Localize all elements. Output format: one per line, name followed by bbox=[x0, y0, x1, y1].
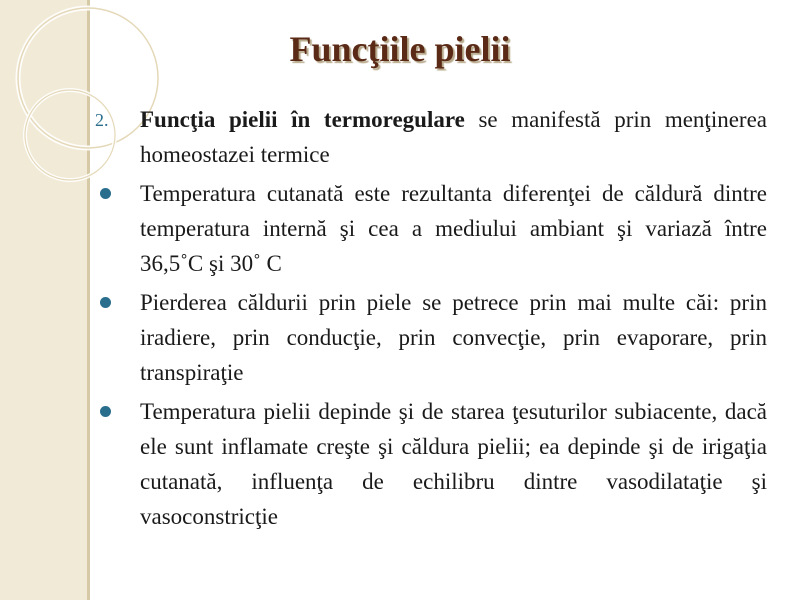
bullet-dot-icon bbox=[100, 188, 111, 199]
list-item-pierderea-caldurii bbox=[95, 285, 767, 390]
item-text: Pierderea căldurii prin piele se petrece prin mai multe căi: prin iradiere, prin conducţie, prin convecţie, prin evaporare, prin transpiraţie bbox=[140, 290, 767, 385]
item-bold-heading: Funcţia pielii în termoregulare bbox=[140, 107, 465, 132]
list-item-termoregulare bbox=[95, 102, 767, 172]
item-text: Temperatura pielii depinde şi de starea ţesuturilor subiacente, dacă ele sunt inflamate creşte şi căldura pielii; ea depinde şi de irigaţia cutanată, influenţa de echilibru dintre vasodilataţie şi vasoconstricţie bbox=[140, 399, 767, 529]
list-item-temperatura-pielii bbox=[95, 394, 767, 534]
item-text: se manifestă prin menţinerea homeostazei termice bbox=[140, 107, 767, 167]
bullet-dot-icon bbox=[100, 406, 111, 417]
list-item-temperatura-cutanata bbox=[95, 176, 767, 281]
bullet-dot-icon bbox=[100, 297, 111, 308]
bullet-list bbox=[95, 102, 767, 538]
slide-title: Funcţiile pielii bbox=[289, 29, 511, 69]
list-number: 2. bbox=[95, 110, 109, 130]
item-text: Temperatura cutanată este rezultanta diferenţei de căldură dintre temperatura internă şi cea a mediului ambiant şi variază între 36,5˚C şi 30˚ C bbox=[140, 181, 767, 276]
